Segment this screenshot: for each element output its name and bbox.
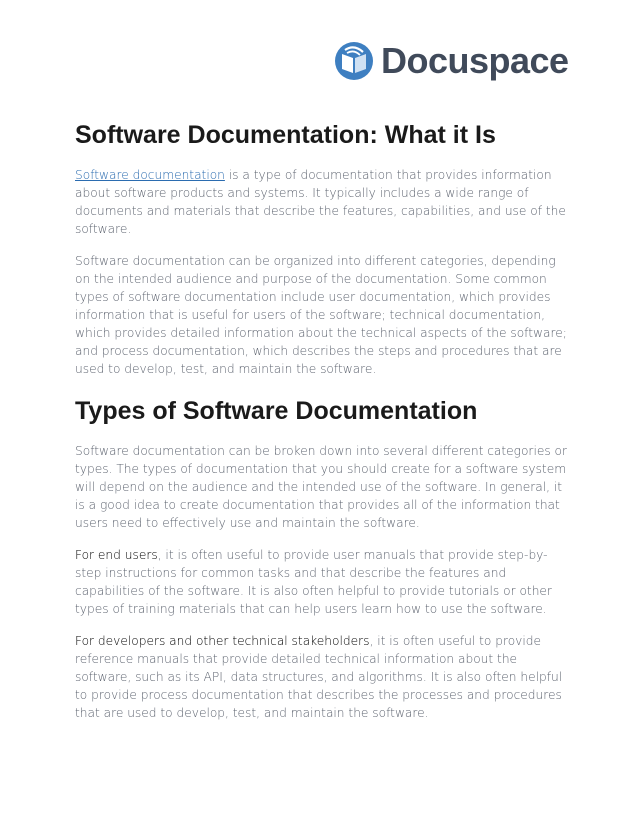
section-heading-what-it-is: Software Documentation: What it Is	[75, 121, 496, 149]
software-documentation-link[interactable]: Software documentation	[75, 168, 225, 182]
lead-developers: For developers and other technical stakeholders	[75, 634, 370, 648]
paragraph-text: is a type of documentation that provides information about software products and systems. It typically includes a wide range of documents and materials that describe the features, capabilities, and use of the software.	[75, 168, 566, 236]
paragraph-text: , it is often useful to provide user manuals that provide step-by-step instructions for common tasks and that describe the features and capabilities of the software. It is also often helpful to provide tutorials or other types of training materials that can help users learn how to use the software.	[75, 548, 552, 616]
brand-name: Docuspace	[381, 40, 569, 81]
brand-logo	[333, 40, 569, 82]
paragraph-end-users	[75, 546, 570, 618]
paragraph-intro	[75, 166, 570, 238]
section-heading-types: Types of Software Documentation	[75, 397, 478, 425]
lead-end-users: For end users	[75, 548, 158, 562]
document-body	[75, 120, 570, 736]
paragraph-text: , it is often useful to provide reference manuals that provide detailed technical information about the software, such as its API, data structures, and algorithms. It is also often helpful to provide process documentation that describes the processes and procedures that are used to develop, test, and maintain the software.	[75, 634, 563, 720]
docuspace-logo-icon	[333, 40, 375, 82]
paragraph-types-overview: Software documentation can be broken down into several different categories or types. The types of documentation that you should create for a software system will depend on the audience and the intended use of the software. In general, it is a good idea to create documentation that provides all of the information that users need to effectively use and maintain the software.	[75, 444, 568, 530]
paragraph-categories: Software documentation can be organized into different categories, depending on the intended audience and purpose of the documentation. Some common types of software documentation include user documentation, which provides information that is useful for users of the software; technical documentation, which provides detailed information about the technical aspects of the software; and process documentation, which describes the steps and procedures that are used to develop, test, and maintain the software.	[75, 254, 567, 376]
paragraph-developers	[75, 632, 570, 722]
